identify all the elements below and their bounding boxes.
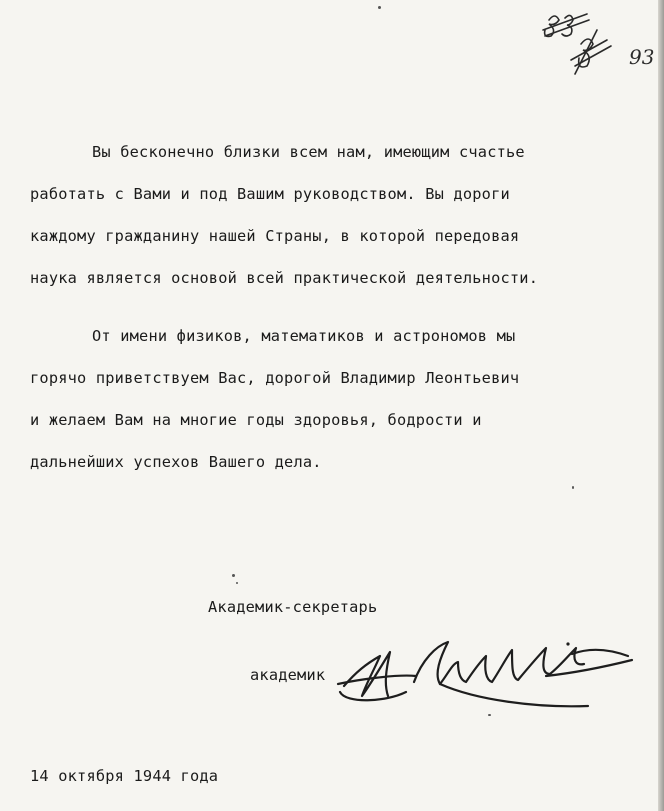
print-speck [232,574,235,577]
paragraph-1-line-3: каждому гражданину нашей Страны, в которой передовая [30,227,520,245]
page-edge-shadow [658,0,664,811]
print-speck [488,714,491,716]
signatory-title: Академик-секретарь [208,598,378,616]
paragraph-2-line-1: От имени физиков, математиков и астрономов мы [92,327,516,345]
paragraph-2-line-3: и желаем Вам на многие годы здоровья, бодрости и [30,411,482,429]
paragraph-1-line-4: наука является основой всей практической деятельности. [30,269,539,287]
folio-number: 93 [629,45,655,69]
print-speck [378,6,381,9]
paragraph-1-line-2: работать с Вами и под Вашим руководством. Вы дороги [30,185,510,203]
paragraph-2-line-4: дальнейших успехов Вашего дела. [30,453,322,471]
paragraph-1-line-1: Вы бесконечно близки всем нам, имеющим счастье [92,143,525,161]
print-speck [236,582,238,584]
print-speck [572,486,574,489]
archive-folio-marks [535,0,664,80]
letter-date: 14 октября 1944 года [30,767,219,785]
signatory-rank: академик [250,666,326,684]
paragraph-2-line-2: горячо приветствуем Вас, дорогой Владимир Леонтьевич [30,369,520,387]
handwritten-signature [336,612,636,722]
